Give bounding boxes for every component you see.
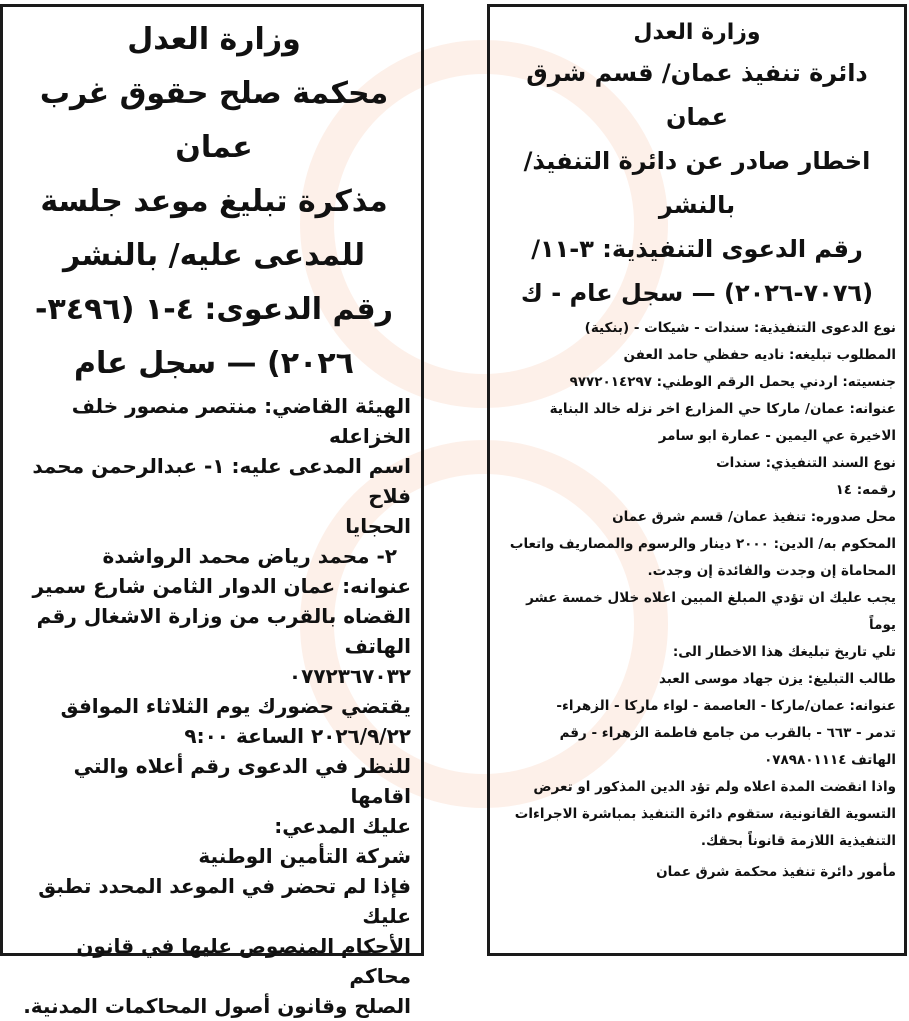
right-req-address-line3: الهاتف ٠٧٨٩٨٠١١١٤ bbox=[764, 752, 896, 768]
right-bond-type: نوع السند التنفيذي: سندات bbox=[716, 455, 896, 471]
right-notice-line1: اخطار صادر عن دائرة التنفيذ/ bbox=[523, 147, 871, 175]
left-warning-line1: فإذا لم تحضر في الموعد المحدد تطبق عليك bbox=[38, 874, 411, 928]
left-warning-line2: الأحكام المنصوص عليها في قانون محاكم bbox=[76, 934, 411, 988]
right-req-address-line1: عنوانه: عمان/ماركا - العاصمة - لواء ماركا - الزهراء- bbox=[556, 698, 896, 714]
left-judge-line1: الهيئة القاضي: منتصر منصور خلف bbox=[71, 394, 411, 418]
right-number: رقمه: ١٤ bbox=[835, 482, 896, 498]
left-case-line1: رقم الدعوى: ٤-١ (٣٤٩٦- bbox=[35, 292, 393, 327]
right-ministry: وزارة العدل bbox=[633, 20, 761, 45]
right-address-line2: الاخيرة عي اليمين - عمارة ابو سامر bbox=[658, 428, 896, 444]
left-judge-line2: الخزاعله bbox=[328, 424, 411, 448]
right-expiry-line1: واذا انقضت المدة اعلاه ولم تؤد الدين المذكور او تعرض bbox=[533, 779, 896, 795]
right-debt-line2: المحاماة إن وجدت والفائدة إن وجدت. bbox=[647, 563, 896, 579]
left-notice-line1: مذكرة تبليغ موعد جلسة bbox=[40, 184, 388, 219]
left-warning-line3: الصلح وقانون أصول المحاكمات المدنية. bbox=[23, 994, 411, 1018]
execution-notice-panel bbox=[487, 4, 907, 956]
right-dept-line: دائرة تنفيذ عمان/ قسم شرق عمان bbox=[526, 59, 868, 131]
left-defendant-line2: الحجايا bbox=[345, 514, 411, 538]
left-court-line2: عمان bbox=[175, 130, 253, 165]
right-notified: المطلوب تبليغه: ناديه حفظي حامد العفن bbox=[623, 347, 896, 363]
left-notice-line2: للمدعى عليه/ بالنشر bbox=[62, 238, 366, 273]
right-expiry-line2: التسوية القانونية، ستقوم دائرة التنفيذ بمباشرة الاجراءات bbox=[514, 806, 896, 822]
left-defendant-line1: اسم المدعى عليه: ١- عبدالرحمن محمد فلاح bbox=[32, 454, 411, 508]
right-address-line1: عنوانه: عمان/ ماركا حي المزارع اخر نزله خالد البناية bbox=[549, 401, 896, 417]
right-issue-place: محل صدوره: تنفيذ عمان/ قسم شرق عمان bbox=[612, 509, 896, 525]
left-appear-line2: ٢٠٢٦/٩/٢٢ الساعة ٩:٠٠ bbox=[184, 724, 411, 748]
right-req-address-line2: تدمر - ٦٦٣ - بالقرب من جامع فاطمة الزهراء - رقم bbox=[559, 725, 896, 741]
court-notice-panel bbox=[0, 4, 424, 1018]
right-pay-line2: تلي تاريخ تبليغك هذا الاخطار الى: bbox=[672, 644, 896, 660]
left-plaintiff: شركة التأمين الوطنية bbox=[198, 844, 411, 868]
right-notice-line2: بالنشر bbox=[658, 191, 736, 219]
right-pay-line1: يجب عليك ان تؤدي المبلغ المبين اعلاه خلال خمسة عشر يوماً bbox=[526, 590, 896, 633]
right-case-type: نوع الدعوى التنفيذية: سندات - شيكات - (بنكية) bbox=[584, 320, 896, 336]
left-review-line2: عليك المدعي: bbox=[274, 814, 411, 838]
right-case-line1: رقم الدعوى التنفيذية: ٣-١١/ bbox=[531, 235, 863, 263]
right-expiry-line3: التنفيذية اللازمة قانوناً بحقك. bbox=[700, 833, 896, 849]
right-nationality: جنسيته: اردني يحمل الرقم الوطني: ٩٧٧٢٠١٤٢٩٧ bbox=[569, 374, 896, 390]
left-appear-line1: يقتضي حضورك يوم الثلاثاء الموافق bbox=[60, 694, 411, 718]
left-defendant2: ٢- محمد رياض محمد الرواشدة bbox=[102, 544, 397, 568]
left-address-line2: القضاه بالقرب من وزارة الاشغال رقم الهاتف bbox=[36, 604, 411, 658]
left-address-line3: ٠٧٧٢٣٦٧٠٣٢ bbox=[288, 664, 411, 688]
right-signature: مأمور دائرة تنفيذ محكمة شرق عمان bbox=[656, 864, 896, 880]
right-debt-line1: المحكوم به/ الدين: ٢٠٠٠ دينار والرسوم والمصاريف واتعاب bbox=[509, 536, 896, 552]
left-review-line1: للنظر في الدعوى رقم أعلاه والتي اقامها bbox=[73, 754, 411, 808]
left-case-line2: ٢٠٢٦) — سجل عام bbox=[74, 346, 354, 381]
right-case-line2: (٧٠٧٦-٢٠٢٦) — سجل عام - ك bbox=[520, 279, 874, 307]
left-address-line1: عنوانه: عمان الدوار الثامن شارع سمير bbox=[32, 574, 411, 598]
left-court-line1: محكمة صلح حقوق غرب bbox=[39, 76, 389, 111]
left-ministry: وزارة العدل bbox=[127, 22, 301, 57]
right-requester: طالب التبليغ: يزن جهاد موسى العبد bbox=[658, 671, 896, 687]
